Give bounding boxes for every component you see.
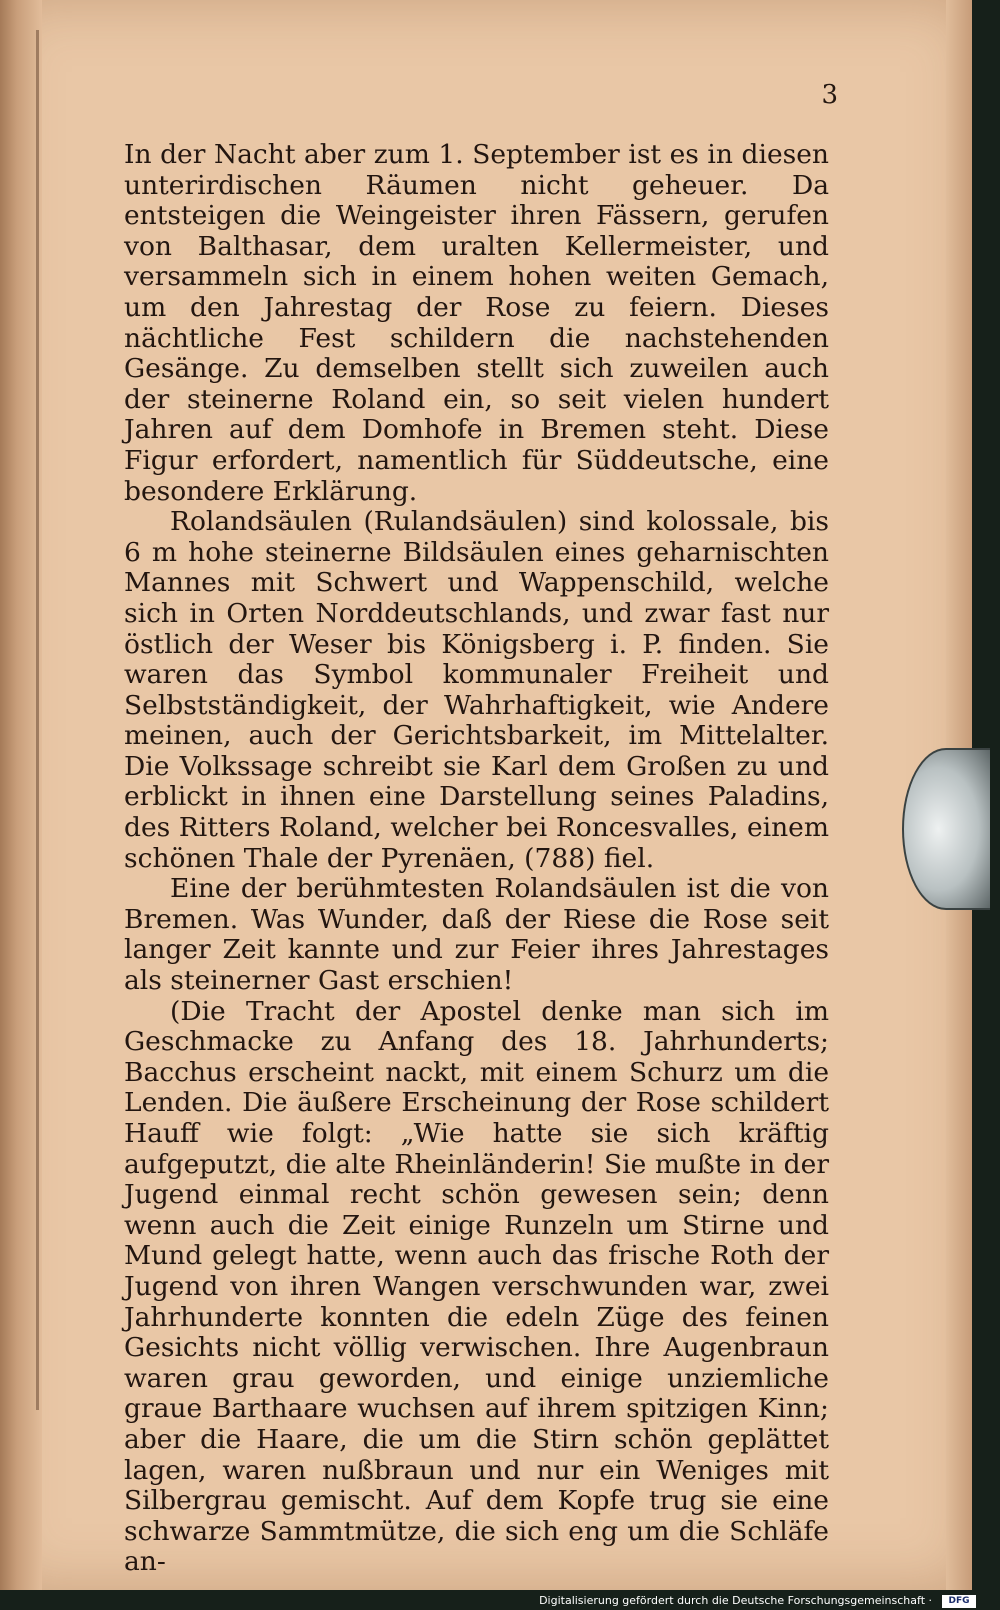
paragraph-2: Rolandsäulen (Rulandsäulen) sind kolossale, bis 6 m hohe steinerne Bildsäulen eines geharnischten Mannes mit Schwert und Wappenschild, welche sich in Orten Norddeutschlands, und zwar fast nur östlich der Weser bis Königsberg i. P. finden. Sie waren das Symbol kommunaler Freiheit und Selbstständigkeit, der Wahrhaftigkeit, wie Andere meinen, auch der Gerichtsbarkeit, im Mittelalter. Die Volkssage schreibt sie Karl dem Großen zu und erblickt in ihnen eine Darstellung seines Paladins, des Ritters Roland, welcher bei Roncesvalles, einem schönen Thale der Pyrenäen, (788) fiel. bbox=[124, 506, 829, 874]
paragraph-3: Eine der berühmtesten Rolandsäulen ist die von Bremen. Was Wunder, daß der Riese die Rose seit langer Zeit kannte und zur Feier ihres Jahrestages als steinerner Gast erschien! bbox=[124, 873, 829, 997]
page-clip-tab bbox=[902, 748, 990, 910]
spine-fold-line bbox=[36, 30, 39, 1410]
page-number: 3 bbox=[821, 80, 838, 110]
digitization-credit: Digitalisierung gefördert durch die Deutsche Forschungsgemeinschaft · bbox=[539, 1594, 932, 1607]
paragraph-4: (Die Tracht der Apostel denke man sich im Geschmacke zu Anfang des 18. Jahrhunderts; Bacchus erscheint nackt, mit einem Schurz um die Lenden. Die äußere Erscheinung der Rose schildert Hauff wie folgt: „Wie hatte sie sich kräftig aufgeputzt, die alte Rheinländerin! Sie mußte in der Jugend einmal recht schön gewesen sein; denn wenn auch die Zeit einige Runzeln um Stirne und Mund gelegt hatte, wenn auch das frische Roth der Jugend von ihren Wangen verschwunden war, zwei Jahrhunderte konnten die edeln Züge des feinen Gesichts nicht völlig verwischen. Ihre Augenbraun waren grau geworden, und einige unziemliche graue Barthaare wuchsen auf ihrem spitzigen Kinn; aber die Haare, die um die Stirn schön geplättet lagen, waren nußbraun und nur ein Weniges mit Silbergrau gemischt. Auf dem Kopfe trug sie eine schwarze Sammtmütze, die sich eng um die Schläfe an- bbox=[124, 995, 829, 1578]
page-text bbox=[124, 140, 829, 1578]
paragraph-1: In der Nacht aber zum 1. September ist es in diesen unterirdischen Räumen nicht geheuer. Da entsteigen die Weingeister ihren Fässern, gerufen von Balthasar, dem uralten Kellermeister, und versammeln sich in einem hohen weiten Gemach, um den Jahrestag der Rose zu feiern. Dieses nächtliche Fest schildern die nachstehenden Gesänge. Zu demselben stellt sich zuweilen auch der steinerne Roland ein, so seit vielen hundert Jahren auf dem Domhofe in Bremen steht. Diese Figur erfordert, namentlich für Süddeutsche, eine besondere Erklärung. bbox=[124, 139, 829, 507]
dfg-logo: DFG bbox=[942, 1595, 976, 1608]
